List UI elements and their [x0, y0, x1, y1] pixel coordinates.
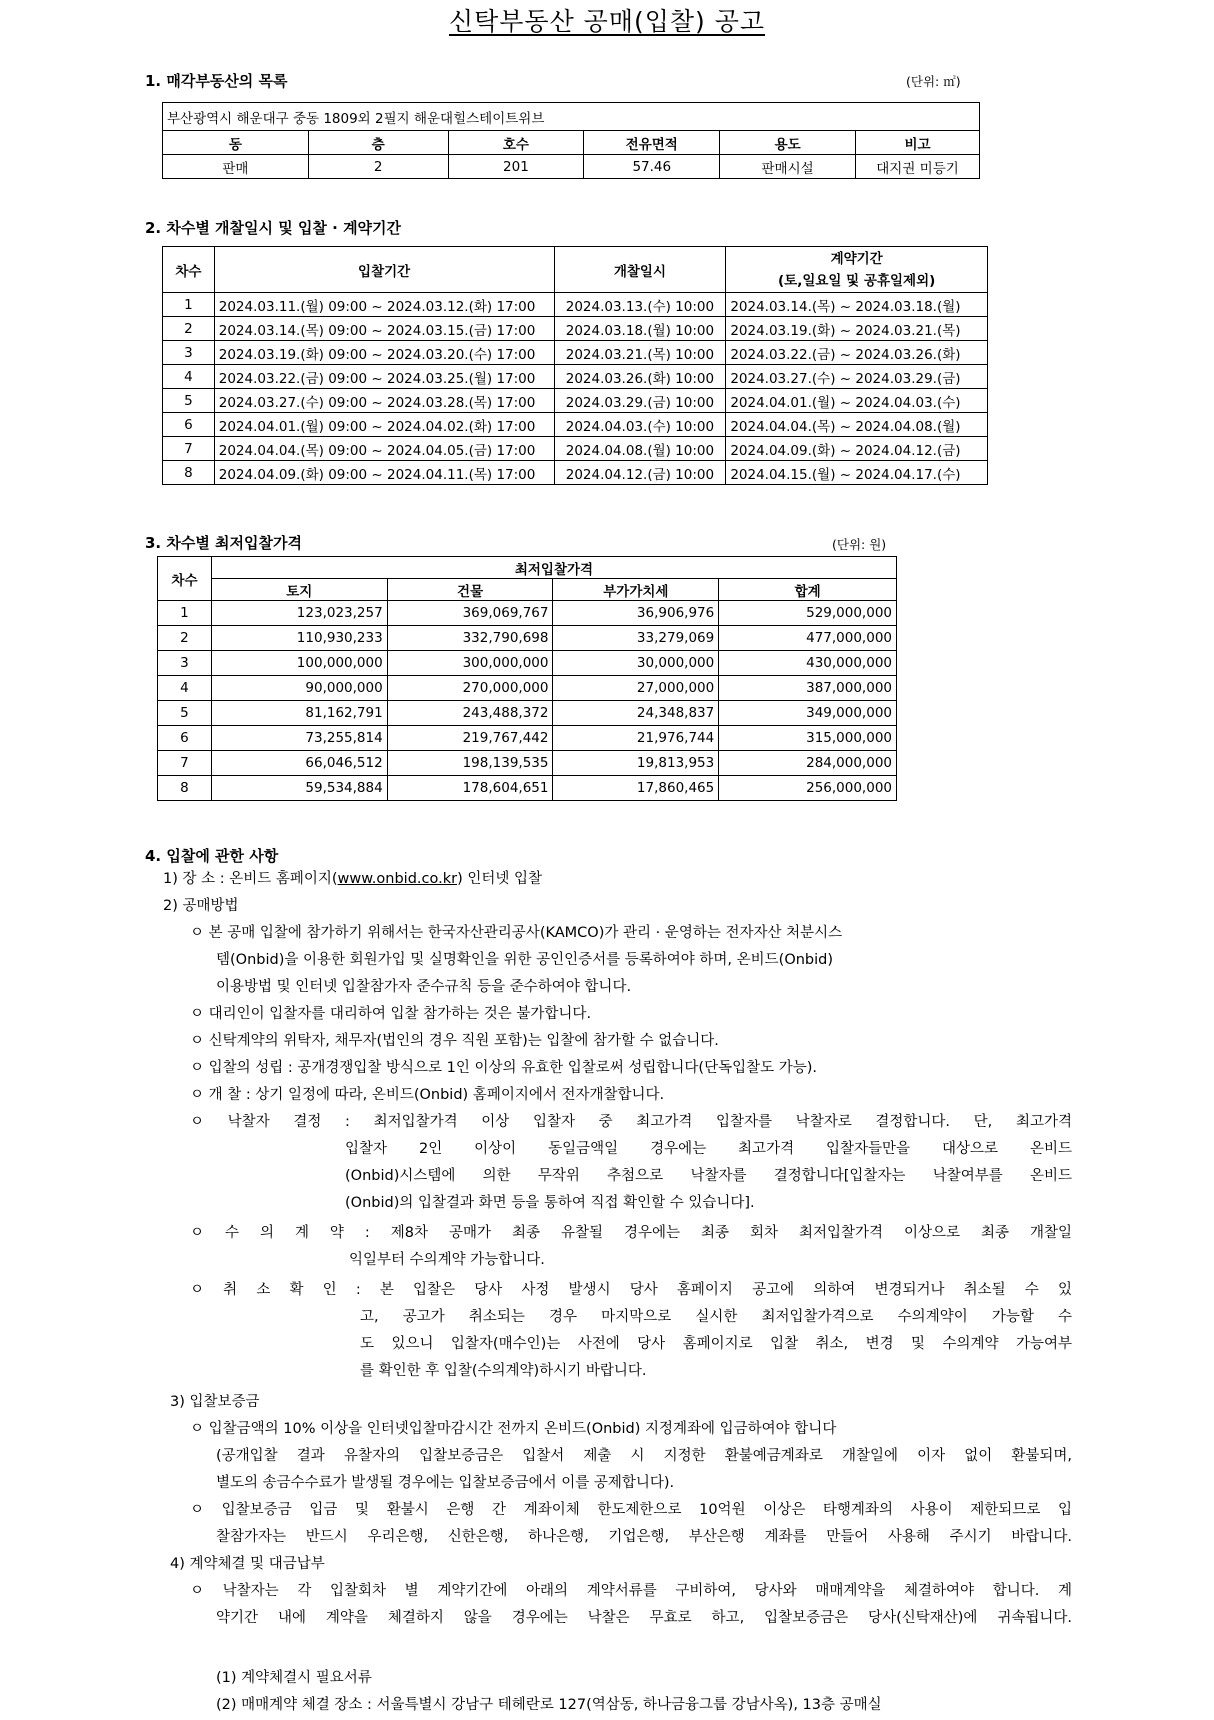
schedule-table: [162, 246, 988, 485]
schedule-open-cell: 2024.04.03.(수) 10:00: [554, 413, 726, 437]
table-row: [163, 461, 988, 485]
property-header: 호수: [448, 131, 584, 155]
price-land-cell: 123,023,257: [211, 601, 387, 626]
deposit-item-1-line3: 별도의 송금수수료가 발생될 경우에는 입찰보증금에서 이를 공제합니다).: [216, 1475, 675, 1491]
method-item-2: ㅇ 대리인이 입찰자를 대리하여 입찰 참가하는 것은 불가합니다.: [190, 1006, 592, 1022]
price-building-cell: 243,488,372: [387, 701, 553, 726]
schedule-round-cell: 1: [163, 293, 215, 317]
table-row: [163, 437, 988, 461]
price-building-cell: 178,604,651: [387, 776, 553, 801]
contract-item-1-line1: ㅇ 낙찰자는 각 입찰회차 별 계약기간에 아래의 계약서류를 구비하여, 당사와 매매계약을 체결하여야 합니다. 계: [190, 1583, 1072, 1599]
schedule-bid-cell: 2024.03.22.(금) 09:00 ~ 2024.03.25.(월) 17:00: [214, 365, 554, 389]
price-vat-cell: 24,348,837: [553, 701, 719, 726]
schedule-round-cell: 3: [163, 341, 215, 365]
price-round-cell: 6: [158, 726, 212, 751]
schedule-contract-cell: 2024.04.15.(월) ~ 2024.04.17.(수): [726, 461, 988, 485]
method-item-4: ㅇ 입찰의 성립 : 공개경쟁입찰 방식으로 1인 이상의 유효한 입찰로써 성립합니다(단독입찰도 가능).: [190, 1060, 818, 1076]
schedule-open-cell: 2024.03.21.(목) 10:00: [554, 341, 726, 365]
contract-item-1-line2: 약기간 내에 계약을 체결하지 않을 경우에는 낙찰은 무효로 하고, 입찰보증금은 당사(신탁재산)에 귀속됩니다.: [216, 1610, 1072, 1626]
price-round-cell: 4: [158, 676, 212, 701]
price-building-cell: 198,139,535: [387, 751, 553, 776]
table-row: [158, 726, 897, 751]
table-row: [158, 651, 897, 676]
price-total-cell: 477,000,000: [719, 626, 897, 651]
schedule-contract-cell: 2024.03.14.(목) ~ 2024.03.18.(월): [726, 293, 988, 317]
property-table: [162, 102, 980, 179]
schedule-bid-cell: 2024.04.09.(화) 09:00 ~ 2024.04.11.(목) 17:00: [214, 461, 554, 485]
schedule-header-bid: 입찰기간: [214, 247, 554, 293]
table-row: [163, 317, 988, 341]
table-row: [163, 413, 988, 437]
schedule-header-open: 개찰일시: [554, 247, 726, 293]
price-building-cell: 369,069,767: [387, 601, 553, 626]
property-cell: 판매시설: [720, 155, 856, 179]
price-land-cell: 59,534,884: [211, 776, 387, 801]
property-cell: 2: [308, 155, 448, 179]
schedule-contract-cell: 2024.03.22.(금) ~ 2024.03.26.(화): [726, 341, 988, 365]
schedule-contract-cell: 2024.04.01.(월) ~ 2024.04.03.(수): [726, 389, 988, 413]
schedule-header-contract: [726, 247, 988, 293]
table-row: [158, 626, 897, 651]
price-vat-cell: 30,000,000: [553, 651, 719, 676]
price-table: [157, 556, 897, 801]
price-round-cell: 2: [158, 626, 212, 651]
price-vat-cell: 27,000,000: [553, 676, 719, 701]
contract-place: (2) 매매계약 체결 장소 : 서울특별시 강남구 테헤란로 127(역삼동, 하나금융그룹 강남사옥), 13층 공매실: [216, 1697, 882, 1713]
onbid-link[interactable]: www.onbid.co.kr: [337, 871, 458, 887]
schedule-round-cell: 7: [163, 437, 215, 461]
method-item-7-line1: ㅇ 수 의 계 약 : 제8차 공매가 최종 유찰될 경우에는 최종 회차 최저입찰가격 이상으로 최종 개찰일: [190, 1225, 1072, 1241]
method-heading: 2) 공매방법: [163, 898, 239, 914]
method-item-6-line4: (Onbid)의 입찰결과 화면 등을 통하여 직접 확인할 수 있습니다].: [345, 1195, 755, 1211]
price-total-cell: 430,000,000: [719, 651, 897, 676]
schedule-open-cell: 2024.03.26.(화) 10:00: [554, 365, 726, 389]
price-building-cell: 270,000,000: [387, 676, 553, 701]
table-row: [158, 776, 897, 801]
price-total-cell: 256,000,000: [719, 776, 897, 801]
price-round-cell: 7: [158, 751, 212, 776]
price-header-round: 차수: [158, 557, 212, 601]
table-row: [158, 676, 897, 701]
method-item-6-line3: (Onbid)시스템에 의한 무작위 추첨으로 낙찰자를 결정합니다[입찰자는 낙찰여부를 온비드: [345, 1168, 1072, 1184]
property-header: 동: [163, 131, 309, 155]
table-row: [158, 751, 897, 776]
property-cell: 57.46: [584, 155, 720, 179]
price-land-cell: 90,000,000: [211, 676, 387, 701]
page-title: 신탁부동산 공매(입찰) 공고: [448, 7, 766, 36]
schedule-contract-cell: 2024.03.27.(수) ~ 2024.03.29.(금): [726, 365, 988, 389]
method-item-1-line2: 템(Onbid)을 이용한 회원가입 및 실명확인을 위한 공인인증서를 등록하여야 하며, 온비드(Onbid): [216, 952, 834, 968]
price-total-cell: 529,000,000: [719, 601, 897, 626]
method-item-8-line4: 를 확인한 후 입찰(수의계약)하시기 바랍니다.: [360, 1363, 647, 1379]
deposit-heading: 3) 입찰보증금: [170, 1394, 260, 1410]
price-total-cell: 349,000,000: [719, 701, 897, 726]
schedule-open-cell: 2024.04.08.(월) 10:00: [554, 437, 726, 461]
table-row: [163, 155, 980, 179]
price-vat-cell: 21,976,744: [553, 726, 719, 751]
schedule-open-cell: 2024.03.29.(금) 10:00: [554, 389, 726, 413]
method-item-6-line1: ㅇ 낙찰자 결정 : 최저입찰가격 이상 입찰자 중 최고가격 입찰자를 낙찰자로 결정합니다. 단, 최고가격: [190, 1114, 1072, 1130]
schedule-round-cell: 6: [163, 413, 215, 437]
deposit-item-1-line2: (공개입찰 결과 유찰자의 입찰보증금은 입찰서 제출 시 지정한 환불예금계좌로 개찰일에 이자 없이 환불되며,: [216, 1448, 1072, 1464]
schedule-contract-cell: 2024.04.09.(화) ~ 2024.04.12.(금): [726, 437, 988, 461]
price-land-cell: 73,255,814: [211, 726, 387, 751]
section2-heading: 2. 차수별 개찰일시 및 입찰 · 계약기간: [145, 219, 402, 237]
property-header: 전유면적: [584, 131, 720, 155]
price-round-cell: 1: [158, 601, 212, 626]
method-item-5: ㅇ 개 찰 : 상기 일정에 따라, 온비드(Onbid) 홈페이지에서 전자개찰합니다.: [190, 1087, 665, 1103]
price-total-cell: 284,000,000: [719, 751, 897, 776]
bid-place: [163, 866, 542, 893]
method-item-8-line2: 고, 공고가 취소되는 경우 마지막으로 실시한 최저입찰가격으로 수의계약이 가능할 수: [360, 1309, 1072, 1325]
schedule-round-cell: 2: [163, 317, 215, 341]
table-row: [163, 365, 988, 389]
method-item-1-line1: ㅇ 본 공매 입찰에 참가하기 위해서는 한국자산관리공사(KAMCO)가 관리 · 운영하는 전자자산 처분시스: [190, 925, 843, 941]
schedule-bid-cell: 2024.03.11.(월) 09:00 ~ 2024.03.12.(화) 17:00: [214, 293, 554, 317]
price-land-cell: 110,930,233: [211, 626, 387, 651]
method-item-3: ㅇ 신탁계약의 위탁자, 채무자(법인의 경우 직원 포함)는 입찰에 참가할 수 없습니다.: [190, 1033, 719, 1049]
bid-place-suffix: ) 인터넷 입찰: [457, 871, 542, 887]
schedule-bid-cell: 2024.03.19.(화) 09:00 ~ 2024.03.20.(수) 17:00: [214, 341, 554, 365]
schedule-open-cell: 2024.03.13.(수) 10:00: [554, 293, 726, 317]
schedule-bid-cell: 2024.03.14.(목) 09:00 ~ 2024.03.15.(금) 17:00: [214, 317, 554, 341]
price-round-cell: 8: [158, 776, 212, 801]
schedule-open-cell: 2024.04.12.(금) 10:00: [554, 461, 726, 485]
table-row: [163, 341, 988, 365]
schedule-round-cell: 5: [163, 389, 215, 413]
schedule-open-cell: 2024.03.18.(월) 10:00: [554, 317, 726, 341]
deposit-item-2-line2: 찰참가자는 반드시 우리은행, 신한은행, 하나은행, 기업은행, 부산은행 계좌를 만들어 사용해 주시기 바랍니다.: [216, 1529, 1072, 1545]
property-cell: 201: [448, 155, 584, 179]
table-row: [163, 389, 988, 413]
price-building-cell: 300,000,000: [387, 651, 553, 676]
price-vat-cell: 17,860,465: [553, 776, 719, 801]
price-vat-cell: 36,906,976: [553, 601, 719, 626]
method-item-1-line3: 이용방법 및 인터넷 입찰참가자 준수규칙 등을 준수하여야 합니다.: [216, 979, 632, 995]
property-header: 용도: [720, 131, 856, 155]
schedule-bid-cell: 2024.04.04.(목) 09:00 ~ 2024.04.05.(금) 17:00: [214, 437, 554, 461]
price-total-cell: 315,000,000: [719, 726, 897, 751]
schedule-header-round: 차수: [163, 247, 215, 293]
price-header-group: 최저입찰가격: [211, 557, 896, 579]
price-land-cell: 66,046,512: [211, 751, 387, 776]
contract-docs: (1) 계약체결시 필요서류: [216, 1670, 372, 1686]
price-round-cell: 5: [158, 701, 212, 726]
price-body: [158, 601, 897, 801]
section1-heading: 1. 매각부동산의 목록: [145, 72, 288, 90]
table-row: [158, 701, 897, 726]
property-header: 층: [308, 131, 448, 155]
price-total-cell: 387,000,000: [719, 676, 897, 701]
bid-place-label: 1) 장 소 : 온비드 홈페이지(: [163, 871, 338, 887]
schedule-bid-cell: 2024.04.01.(월) 09:00 ~ 2024.04.02.(화) 17:00: [214, 413, 554, 437]
price-header: 부가가치세: [553, 579, 719, 601]
schedule-contract-cell: 2024.04.04.(목) ~ 2024.04.08.(월): [726, 413, 988, 437]
property-address: 부산광역시 해운대구 중동 1809외 2필지 해운대힐스테이트위브: [163, 103, 980, 131]
section4-heading: 4. 입찰에 관한 사항: [145, 847, 279, 865]
deposit-item-1-line1: ㅇ 입찰금액의 10% 이상을 인터넷입찰마감시간 전까지 온비드(Onbid) 지정계좌에 입금하여야 합니다: [190, 1421, 837, 1437]
price-header: 건물: [387, 579, 553, 601]
schedule-header-contract-line1: 계약기간: [830, 250, 883, 267]
price-land-cell: 81,162,791: [211, 701, 387, 726]
schedule-contract-cell: 2024.03.19.(화) ~ 2024.03.21.(목): [726, 317, 988, 341]
schedule-round-cell: 8: [163, 461, 215, 485]
price-land-cell: 100,000,000: [211, 651, 387, 676]
section3-heading: 3. 차수별 최저입찰가격: [145, 534, 302, 552]
price-building-cell: 219,767,442: [387, 726, 553, 751]
price-header: 합계: [719, 579, 897, 601]
property-header: 비고: [856, 131, 980, 155]
price-building-cell: 332,790,698: [387, 626, 553, 651]
table-row: [163, 293, 988, 317]
section3-unit: (단위: 원): [832, 537, 887, 552]
property-cell: 판매: [163, 155, 309, 179]
deposit-item-2-line1: ㅇ 입찰보증금 입금 및 환불시 은행 간 계좌이체 한도제한으로 10억원 이상은 타행계좌의 사용이 제한되므로 입: [190, 1502, 1072, 1518]
price-header: 토지: [211, 579, 387, 601]
schedule-round-cell: 4: [163, 365, 215, 389]
property-cell: 대지권 미등기: [856, 155, 980, 179]
method-item-6-line2: 입찰자 2인 이상이 동일금액일 경우에는 최고가격 입찰자들만을 대상으로 온비드: [345, 1141, 1072, 1157]
table-row: [158, 601, 897, 626]
price-vat-cell: 19,813,953: [553, 751, 719, 776]
schedule-body: [163, 293, 988, 485]
schedule-header-contract-line2: (토,일요일 및 공휴일제외): [778, 272, 936, 289]
section1-unit: (단위: ㎡): [906, 74, 961, 89]
method-item-8-line1: ㅇ 취 소 확 인 : 본 입찰은 당사 사정 발생시 당사 홈페이지 공고에 의하여 변경되거나 취소될 수 있: [190, 1282, 1072, 1298]
method-item-8-line3: 도 있으니 입찰자(매수인)는 사전에 당사 홈페이지로 입찰 취소, 변경 및 수의계약 가능여부: [360, 1336, 1072, 1352]
contract-heading: 4) 계약체결 및 대금납부: [170, 1556, 325, 1572]
price-round-cell: 3: [158, 651, 212, 676]
method-item-7-line2: 익일부터 수의계약 가능합니다.: [349, 1252, 545, 1268]
schedule-bid-cell: 2024.03.27.(수) 09:00 ~ 2024.03.28.(목) 17:00: [214, 389, 554, 413]
price-vat-cell: 33,279,069: [553, 626, 719, 651]
